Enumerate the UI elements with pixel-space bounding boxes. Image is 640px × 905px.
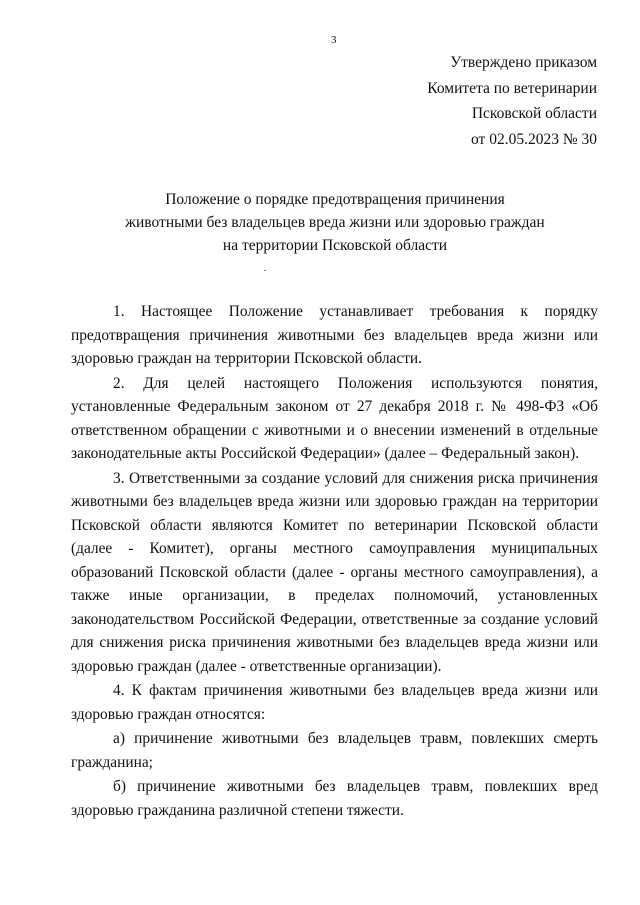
title-line: на территории Псковской области <box>222 237 448 254</box>
paragraph-2: 2. Для целей настоящего Положения используются понятия, установленные Федеральным законом от 27 декабря 2018 г. № 498-ФЗ «Об ответственном обращении с животными и о внесении изменений в отдельные законодательные акты Российской Федерации» (далее – Федеральный закон). <box>71 374 598 462</box>
page-number: 3 <box>331 34 337 46</box>
document-title <box>100 188 570 257</box>
scan-speck <box>264 270 266 271</box>
title-line: Положение о порядке предотвращения причинения <box>165 191 505 208</box>
approval-date-line: от 02.05.2023 № 30 <box>471 130 597 148</box>
title-line: животными без владельцев вреда жизни или здоровью граждан <box>125 214 545 231</box>
approval-line: Псковской области <box>471 105 597 122</box>
paragraph-4b: б) причинение животными без владельцев травм, повлекших вред здоровью гражданина различной степени тяжести. <box>71 778 598 819</box>
document-body <box>71 300 598 823</box>
approval-line: Утверждено приказом <box>450 54 597 71</box>
paragraph-4a: а) причинение животными без владельцев травм, повлекших смерть гражданина; <box>71 730 598 771</box>
paragraph-1: 1. Настоящее Положение устанавливает требования к порядку предотвращения причинения животными без владельцев вреда жизни или здоровью граждан на территории Псковской области. <box>71 303 598 367</box>
approval-line: Комитета по ветеринарии <box>427 79 597 97</box>
paragraph-3: 3. Ответственными за создание условий для снижения риска причинения животными без владельцев вреда жизни или здоровью граждан на территории Псковской области являются Комитет по ветеринарии Псковской области (далее - Комитет), органы местного самоуправления муниципальных образований Псковской области (далее - органы местного самоуправления), а также иные организации, в пределах полномочий, установленных законодательством Российской Федерации, ответственные за создание условий для снижения риска причинения животными без владельцев вреда жизни или здоровью граждан (далее - ответственные организации). <box>71 469 598 675</box>
approval-block <box>395 50 597 152</box>
paragraph-4: 4. К фактам причинения животными без владельцев вреда жизни или здоровью граждан относятся: <box>71 682 598 723</box>
